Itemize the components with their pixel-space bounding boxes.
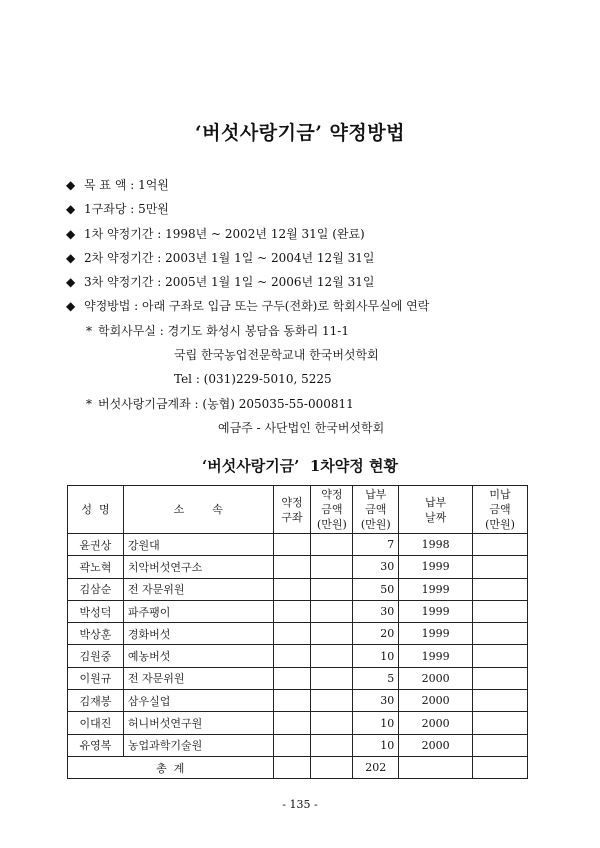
- cell-paid: 20: [353, 623, 399, 645]
- cell-paid: 10: [353, 712, 399, 734]
- cell-paid: 10: [353, 734, 399, 756]
- cell-date: 1999: [399, 556, 473, 578]
- cell-name: 박성덕: [68, 600, 124, 622]
- cell-date: 1998: [399, 534, 473, 556]
- cell-affiliation: 예농버섯: [123, 645, 273, 667]
- fund-account: * 버섯사랑기금계좌 : (농협) 205035-55-000811: [66, 392, 586, 416]
- item-text: 1구좌당 : 5만원: [84, 202, 169, 217]
- cell-paid: 50: [353, 578, 399, 600]
- cell-date: 2000: [399, 690, 473, 712]
- cell-name: 이대진: [68, 712, 124, 734]
- table-row: [68, 645, 528, 667]
- cell-affiliation: 경화버섯: [123, 623, 273, 645]
- cell-affiliation: 전 자문위원: [123, 578, 273, 600]
- table-total-row: [68, 756, 528, 778]
- cell-affiliation: 강원대: [123, 534, 273, 556]
- cell-date: 1999: [399, 623, 473, 645]
- diamond-bullet-icon: ◆: [66, 275, 76, 290]
- cell-affiliation: 파주팽이: [123, 600, 273, 622]
- cell-paid: 10: [353, 645, 399, 667]
- table-row: [68, 712, 528, 734]
- table-row: [68, 667, 528, 689]
- list-item: [66, 197, 586, 221]
- cell-name: 유영복: [68, 734, 124, 756]
- cell-date: 1999: [399, 600, 473, 622]
- header-paid-date: 납부 날짜: [399, 486, 473, 534]
- list-item: [66, 294, 586, 318]
- pledge-status-table: [67, 485, 528, 779]
- cell-date: 2000: [399, 712, 473, 734]
- item-text: 목 표 액 : 1억원: [84, 178, 169, 192]
- office-address: * 학회사무실 : 경기도 화성시 봉담읍 동화리 11-1: [66, 319, 586, 343]
- header-accounts: 약정 구좌: [273, 486, 311, 534]
- table-row: [68, 534, 528, 556]
- diamond-bullet-icon: ◆: [66, 178, 76, 192]
- cell-affiliation: 삼우실업: [123, 690, 273, 712]
- diamond-bullet-icon: ◆: [66, 202, 76, 217]
- page-title: ‘버섯사랑기금’ 약정방법: [195, 122, 405, 144]
- table-title: ‘버섯사랑기금’ 1차약정 현황: [202, 457, 398, 475]
- list-item: [66, 246, 586, 270]
- header-affiliation: 소 속: [123, 486, 273, 534]
- item-text: 3차 약정기간 : 2005년 1월 1일 ~ 2006년 12월 31일: [84, 275, 375, 290]
- cell-name: 윤권상: [68, 534, 124, 556]
- office-tel: Tel : (031)229-5010, 5225: [174, 372, 332, 387]
- cell-paid: 30: [353, 690, 399, 712]
- table-row: [68, 623, 528, 645]
- cell-date: 2000: [399, 667, 473, 689]
- table-row: [68, 734, 528, 756]
- table-row: [68, 578, 528, 600]
- header-pledge-amount: 약정 금액 (만원): [311, 486, 353, 534]
- cell-affiliation: 전 자문위원: [123, 667, 273, 689]
- cell-affiliation: 치악버섯연구소: [123, 556, 273, 578]
- asterisk-icon: *: [86, 396, 92, 411]
- table-row: [68, 556, 528, 578]
- cell-name: 이원규: [68, 667, 124, 689]
- cell-paid: 30: [353, 556, 399, 578]
- cell-paid: 30: [353, 600, 399, 622]
- item-text: 2차 약정기간 : 2003년 1월 1일 ~ 2004년 12월 31일: [84, 250, 375, 265]
- page-number: - 135 -: [282, 798, 318, 811]
- cell-name: 김재봉: [68, 690, 124, 712]
- item-text: 약정방법 : 아래 구좌로 입금 또는 구두(전화)로 학회사무실에 연락: [84, 299, 430, 314]
- list-item: [66, 222, 586, 246]
- item-text: 1차 약정기간 : 1998년 ~ 2002년 12월 31일 (완료): [84, 226, 365, 241]
- list-item: [66, 270, 586, 294]
- cell-date: 2000: [399, 734, 473, 756]
- header-paid-amount: 납부 금액 (만원): [353, 486, 399, 534]
- cell-name: 김삼순: [68, 578, 124, 600]
- diamond-bullet-icon: ◆: [66, 226, 76, 241]
- cell-date: 1999: [399, 645, 473, 667]
- header-name: 성 명: [68, 486, 124, 534]
- cell-date: 1999: [399, 578, 473, 600]
- cell-paid: 5: [353, 667, 399, 689]
- total-paid: 202: [353, 756, 399, 778]
- table-row: [68, 690, 528, 712]
- header-unpaid-amount: 미납 금액 (만원): [473, 486, 528, 534]
- cell-name: 김원중: [68, 645, 124, 667]
- list-item: [66, 173, 586, 197]
- cell-name: 곽노혁: [68, 556, 124, 578]
- diamond-bullet-icon: ◆: [66, 299, 76, 314]
- asterisk-icon: *: [86, 323, 92, 338]
- cell-affiliation: 농업과학기술원: [123, 734, 273, 756]
- office-address-line2: 국립 한국농업전문학교내 한국버섯학회: [174, 348, 379, 363]
- diamond-bullet-icon: ◆: [66, 250, 76, 265]
- pledge-method-list: [66, 173, 586, 440]
- table-header-row: [68, 486, 528, 534]
- table-row: [68, 600, 528, 622]
- account-holder: 예금주 - 사단법인 한국버섯학회: [218, 420, 385, 435]
- cell-paid: 7: [353, 534, 399, 556]
- cell-name: 박상훈: [68, 623, 124, 645]
- cell-affiliation: 허니버섯연구원: [123, 712, 273, 734]
- total-label: 총 계: [68, 756, 274, 778]
